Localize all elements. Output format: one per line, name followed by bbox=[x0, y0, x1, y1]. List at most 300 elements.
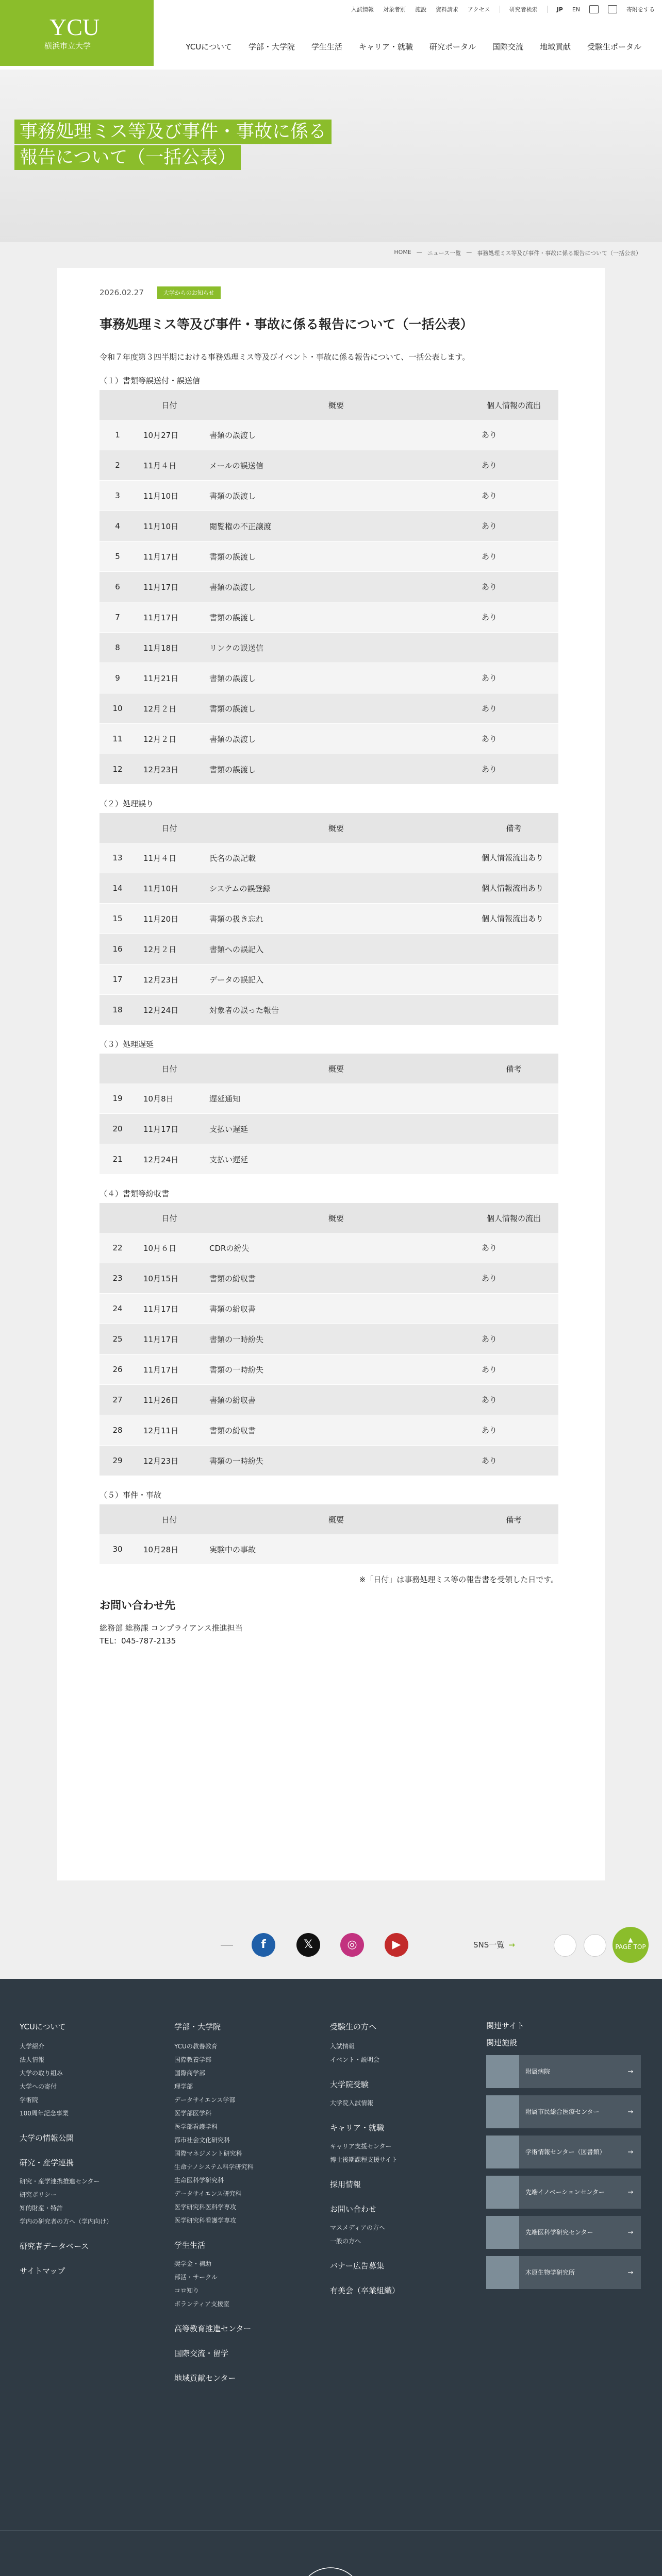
facility-thumbnail bbox=[486, 2176, 519, 2209]
table-row bbox=[100, 1415, 558, 1446]
table-cell: 個人情報流出あり bbox=[469, 843, 558, 873]
table-cell bbox=[469, 1114, 558, 1144]
table-cell: 対象者の誤った報告 bbox=[203, 995, 469, 1025]
table-cell: 11月17日 bbox=[136, 602, 203, 633]
footer-link[interactable]: 生命ナノシステム科学研究科 bbox=[174, 2163, 254, 2171]
table-cell: あり bbox=[469, 481, 558, 511]
table-cell: 書類の誤渡し bbox=[203, 481, 469, 511]
footer-link[interactable]: ボランティア支援室 bbox=[174, 2300, 230, 2308]
contact-block bbox=[100, 1597, 558, 1648]
related-site-link[interactable] bbox=[486, 2136, 641, 2168]
youtube-icon[interactable]: ▶ bbox=[385, 1933, 408, 1957]
arrow-right-icon: → bbox=[627, 2108, 634, 2116]
related-site-label: 木原生物学研究所 bbox=[525, 2269, 575, 2276]
footer-link[interactable]: 一般の方へ bbox=[330, 2238, 361, 2245]
table-cell: 11 bbox=[100, 724, 136, 754]
university-emblem-icon bbox=[296, 2565, 365, 2576]
footer-link[interactable]: 研究ポリシー bbox=[20, 2191, 57, 2198]
table-cell: 11月４日 bbox=[136, 843, 203, 873]
table-cell: 書類の誤渡し bbox=[203, 663, 469, 693]
table-cell: あり bbox=[469, 1233, 558, 1263]
utility-audience[interactable]: 対象者別 bbox=[383, 6, 406, 13]
table-cell: 11月21日 bbox=[136, 663, 203, 693]
table-header-cell: 日付 bbox=[136, 1504, 203, 1534]
footer-link[interactable]: 医学研究科看護学専攻 bbox=[174, 2217, 237, 2224]
table-cell: 書類の誤渡し bbox=[203, 602, 469, 633]
table-cell: 17 bbox=[100, 964, 136, 995]
table-cell: 11月４日 bbox=[136, 450, 203, 481]
table-cell: 氏名の誤記載 bbox=[203, 843, 469, 873]
logo-name: 横浜市立大学 bbox=[44, 41, 91, 50]
table-cell: 12月23日 bbox=[136, 754, 203, 785]
table-cell: あり bbox=[469, 1446, 558, 1476]
table-cell: 10月27日 bbox=[136, 420, 203, 450]
table-cell: 12 bbox=[100, 754, 136, 785]
table-cell: 30 bbox=[100, 1534, 136, 1565]
footer-link[interactable]: 部活・サークル bbox=[174, 2274, 218, 2281]
table-cell: あり bbox=[469, 420, 558, 450]
table-cell: 21 bbox=[100, 1144, 136, 1175]
table-header-cell: 概要 bbox=[203, 1504, 469, 1534]
footer-heading[interactable]: 学部・大学院 bbox=[174, 2022, 221, 2031]
table-cell: リンクの誤送信 bbox=[203, 633, 469, 663]
article-title: 事務処理ミス等及び事件・事故に係る報告について（一括公表） bbox=[100, 317, 473, 332]
category-tag[interactable]: 大学からのお知らせ bbox=[157, 286, 221, 299]
facility-thumbnail bbox=[486, 2216, 519, 2249]
table-cell bbox=[469, 1083, 558, 1114]
related-site-label: 附属市民総合医療センター bbox=[525, 2108, 600, 2115]
table-cell: 11月10日 bbox=[136, 873, 203, 904]
table-header-cell bbox=[100, 1504, 136, 1534]
table-cell: 11月17日 bbox=[136, 541, 203, 572]
footer-link[interactable]: 学術院 bbox=[20, 2096, 39, 2104]
table-row bbox=[100, 663, 558, 693]
facility-thumbnail bbox=[486, 2095, 519, 2128]
footer-link[interactable]: 理学部 bbox=[174, 2083, 193, 2090]
table-cell: 書類の紛収書 bbox=[203, 1415, 469, 1446]
related-site-label: 先端医科学研究センター bbox=[525, 2229, 593, 2236]
report-table bbox=[100, 1054, 558, 1175]
table-cell: 12月24日 bbox=[136, 1144, 203, 1175]
table-cell: 26 bbox=[100, 1354, 136, 1385]
report-table bbox=[100, 813, 558, 1025]
related-site-link[interactable] bbox=[486, 2055, 641, 2088]
utility-access[interactable]: アクセス bbox=[467, 6, 490, 13]
table-cell: 書類の誤渡し bbox=[203, 754, 469, 785]
footer-link[interactable]: データサイエンス研究科 bbox=[174, 2190, 242, 2197]
footer-link[interactable]: 国際商学部 bbox=[174, 2070, 206, 2077]
table-cell: 11月17日 bbox=[136, 1324, 203, 1354]
table-row bbox=[100, 1385, 558, 1415]
table-row bbox=[100, 541, 558, 572]
x-icon[interactable]: 𝕏 bbox=[296, 1933, 320, 1957]
table-cell: 書類の誤渡し bbox=[203, 420, 469, 450]
footer-subheading[interactable]: 採用情報 bbox=[330, 2180, 361, 2189]
footer-link[interactable]: 都市社会文化研究科 bbox=[174, 2137, 230, 2144]
breadcrumb-news[interactable]: ニュース一覧 bbox=[427, 250, 461, 257]
table-cell bbox=[469, 1144, 558, 1175]
section-heading: （１）書類等誤送付・誤送信 bbox=[100, 376, 201, 385]
table-header-row bbox=[100, 1504, 558, 1534]
footer-link[interactable]: 100周年記念事業 bbox=[20, 2110, 69, 2117]
site-logo[interactable] bbox=[0, 0, 154, 66]
page-hero bbox=[0, 70, 662, 257]
page-top-button[interactable]: ▲ PAGE TOP bbox=[613, 1927, 649, 1963]
table-cell: あり bbox=[469, 1263, 558, 1294]
table-cell: 23 bbox=[100, 1263, 136, 1294]
table-cell: あり bbox=[469, 1354, 558, 1385]
footer-link[interactable]: YCUの教養教育 bbox=[174, 2043, 218, 2050]
table-cell: 22 bbox=[100, 1233, 136, 1263]
table-row bbox=[100, 572, 558, 602]
utility-facilities[interactable]: 施設 bbox=[415, 6, 426, 13]
table-row bbox=[100, 1534, 558, 1565]
utility-brochure[interactable]: 資料請求 bbox=[435, 6, 458, 13]
table-cell: 18 bbox=[100, 995, 136, 1025]
table-cell: 書類の誤渡し bbox=[203, 541, 469, 572]
footer-subheading[interactable]: サイトマップ bbox=[20, 2266, 65, 2276]
table-cell: 8 bbox=[100, 633, 136, 663]
nav-faculties[interactable]: 学部・大学院 bbox=[248, 42, 295, 52]
table-cell: 11月26日 bbox=[136, 1385, 203, 1415]
table-cell: あり bbox=[469, 693, 558, 724]
table-cell: 遅延通知 bbox=[203, 1083, 469, 1114]
menu-icon[interactable] bbox=[608, 5, 617, 13]
contact-heading: お問い合わせ先 bbox=[100, 1599, 175, 1612]
table-row bbox=[100, 1233, 558, 1263]
table-header-cell: 日付 bbox=[136, 1203, 203, 1233]
table-row bbox=[100, 420, 558, 450]
table-cell: 12月23日 bbox=[136, 964, 203, 995]
nav-student-life[interactable]: 学生生活 bbox=[311, 42, 342, 52]
table-cell: 書類の誤渡し bbox=[203, 724, 469, 754]
table-cell: 4 bbox=[100, 511, 136, 541]
table-row bbox=[100, 511, 558, 541]
footer-link[interactable]: 国際教養学部 bbox=[174, 2056, 212, 2063]
table-cell: 10月６日 bbox=[136, 1233, 203, 1263]
divider bbox=[547, 6, 548, 13]
sns-list-link[interactable] bbox=[473, 1939, 515, 1950]
table-header-cell: 備考 bbox=[469, 1504, 558, 1534]
table-cell: 15 bbox=[100, 904, 136, 934]
table-cell: データの誤記入 bbox=[203, 964, 469, 995]
table-cell: 12月24日 bbox=[136, 995, 203, 1025]
table-cell: あり bbox=[469, 1324, 558, 1354]
table-header-cell bbox=[100, 1054, 136, 1083]
footer-col-faculties bbox=[174, 2020, 253, 2390]
footer-heading[interactable]: 受験生の方へ bbox=[330, 2022, 377, 2031]
table-cell: 27 bbox=[100, 1385, 136, 1415]
related-site-label: 附属病院 bbox=[525, 2068, 551, 2075]
table-header-row bbox=[100, 1203, 558, 1233]
nav-international[interactable]: 国際交流 bbox=[492, 42, 523, 52]
related-site-link[interactable] bbox=[486, 2216, 641, 2249]
table-cell: 書類の紛収書 bbox=[203, 1263, 469, 1294]
report-table bbox=[100, 1504, 558, 1565]
related-heading: 関連サイト bbox=[486, 2021, 524, 2030]
table-cell: 書類の紛収書 bbox=[203, 1294, 469, 1324]
table-header-cell: 備考 bbox=[469, 813, 558, 843]
table-cell: 16 bbox=[100, 934, 136, 964]
table-cell: 12月２日 bbox=[136, 724, 203, 754]
table-row bbox=[100, 843, 558, 873]
table-row bbox=[100, 1263, 558, 1294]
footer-link[interactable]: 法人情報 bbox=[20, 2056, 45, 2063]
hero-title-text: 事務処理ミス等及び事件・事故に係る報告について（一括公表） bbox=[14, 120, 332, 170]
footer-link[interactable]: 大学への寄付 bbox=[20, 2083, 57, 2090]
footer-subheading[interactable]: バナー広告募集 bbox=[330, 2261, 385, 2270]
footer-link[interactable]: 国際マネジメント研究科 bbox=[174, 2150, 242, 2157]
table-cell: 支払い遅延 bbox=[203, 1114, 469, 1144]
site-header bbox=[0, 0, 662, 70]
table-row bbox=[100, 1083, 558, 1114]
section-heading: （２）処理誤り bbox=[100, 799, 154, 808]
footer-subheading[interactable]: 大学院受験 bbox=[330, 2080, 369, 2089]
table-cell: あり bbox=[469, 1415, 558, 1446]
table-cell: 書類への誤記入 bbox=[203, 934, 469, 964]
table-header-cell bbox=[100, 813, 136, 843]
table-header-cell: 概要 bbox=[203, 1054, 469, 1083]
arrow-right-icon: → bbox=[627, 2228, 634, 2236]
mail-icon[interactable] bbox=[589, 5, 599, 13]
table-cell: 5 bbox=[100, 541, 136, 572]
mascot-icon[interactable] bbox=[554, 1934, 576, 1957]
footer-link[interactable]: キャリア支援センター bbox=[330, 2143, 392, 2150]
table-cell: あり bbox=[469, 602, 558, 633]
table-cell: 12月２日 bbox=[136, 693, 203, 724]
table-row bbox=[100, 873, 558, 904]
table-row bbox=[100, 995, 558, 1025]
table-row bbox=[100, 693, 558, 724]
footer-subheading[interactable]: 学生生活 bbox=[174, 2241, 206, 2250]
arrow-right-icon: → bbox=[508, 1940, 515, 1950]
related-site-label: 学術情報センター（図書館） bbox=[525, 2148, 606, 2156]
table-cell: 書類の一時紛失 bbox=[203, 1446, 469, 1476]
footer-subheading[interactable]: 研究・産学連携 bbox=[20, 2158, 74, 2167]
footer-link[interactable]: 医学部医学科 bbox=[174, 2110, 212, 2117]
table-cell: 実験中の事故 bbox=[203, 1534, 469, 1565]
utility-researcher-search[interactable]: 研究者検索 bbox=[509, 6, 538, 13]
table-header-cell: 日付 bbox=[136, 813, 203, 843]
table-cell: 6 bbox=[100, 572, 136, 602]
utility-admissions[interactable]: 入試情報 bbox=[351, 6, 374, 13]
table-cell: 1 bbox=[100, 420, 136, 450]
table-cell: 11月10日 bbox=[136, 511, 203, 541]
footer-subheading[interactable]: 大学の情報公開 bbox=[20, 2133, 74, 2143]
table-cell: 2 bbox=[100, 450, 136, 481]
table-cell: 11月18日 bbox=[136, 633, 203, 663]
table-row bbox=[100, 904, 558, 934]
table-cell: 書類の扱き忘れ bbox=[203, 904, 469, 934]
table-row bbox=[100, 1294, 558, 1324]
global-nav bbox=[186, 41, 641, 52]
table-header-cell: 個人情報の流出 bbox=[469, 1203, 558, 1233]
article-intro: 令和７年度第３四半期における事務処理ミス等及びイベント・事故に係る報告について、一括公表します。 bbox=[100, 352, 470, 362]
footer-link[interactable]: 入試情報 bbox=[330, 2043, 355, 2050]
table-cell: 9 bbox=[100, 663, 136, 693]
footer-link[interactable]: 大学院入試情報 bbox=[330, 2099, 374, 2107]
related-subheading: 関連施設 bbox=[486, 2038, 518, 2047]
breadcrumb-separator: — bbox=[416, 249, 422, 256]
table-cell: 10月8日 bbox=[136, 1083, 203, 1114]
footer-link[interactable]: イベント・説明会 bbox=[330, 2056, 380, 2063]
table-cell: 19 bbox=[100, 1083, 136, 1114]
related-site-link[interactable] bbox=[486, 2176, 641, 2209]
breadcrumb-home[interactable]: HOME bbox=[394, 249, 411, 256]
table-row bbox=[100, 1324, 558, 1354]
instagram-icon[interactable]: ◎ bbox=[340, 1933, 364, 1957]
table-cell: 閲覧権の不正譲渡 bbox=[203, 511, 469, 541]
table-row bbox=[100, 1446, 558, 1476]
footer-link[interactable]: コロ知り bbox=[174, 2287, 200, 2294]
footer-link[interactable]: データサイエンス学部 bbox=[174, 2096, 236, 2104]
table-cell: 25 bbox=[100, 1324, 136, 1354]
table-cell: 13 bbox=[100, 843, 136, 873]
table-header-cell bbox=[100, 390, 136, 420]
table-header-cell: 概要 bbox=[203, 1203, 469, 1233]
table-cell bbox=[469, 934, 558, 964]
table-cell: 書類の一時紛失 bbox=[203, 1324, 469, 1354]
table-cell: 書類の一時紛失 bbox=[203, 1354, 469, 1385]
badge-icon[interactable] bbox=[584, 1934, 606, 1957]
article-card bbox=[57, 268, 605, 1880]
table-row bbox=[100, 964, 558, 995]
lang-en[interactable]: EN bbox=[572, 6, 580, 13]
table-cell: 書類の誤渡し bbox=[203, 572, 469, 602]
table-cell: 11月17日 bbox=[136, 1294, 203, 1324]
divider bbox=[0, 2530, 662, 2531]
table-cell: あり bbox=[469, 572, 558, 602]
section-heading: （５）事件・事故 bbox=[100, 1490, 162, 1500]
table-header-cell: 備考 bbox=[469, 1054, 558, 1083]
table-cell: あり bbox=[469, 724, 558, 754]
breadcrumb-current: 事務処理ミス等及び事件・事故に係る報告について（一括公表） bbox=[477, 250, 641, 257]
table-row bbox=[100, 1144, 558, 1175]
breadcrumb-separator: — bbox=[466, 249, 472, 256]
table-cell: 書類の紛収書 bbox=[203, 1385, 469, 1415]
page-top-label: PAGE TOP bbox=[615, 1943, 646, 1951]
table-header-cell: 個人情報の流出 bbox=[469, 390, 558, 420]
nav-research[interactable]: 研究ポータル bbox=[429, 42, 476, 52]
table-row bbox=[100, 754, 558, 785]
footer-link[interactable]: 奨学金・補助 bbox=[174, 2260, 212, 2267]
table-cell bbox=[469, 995, 558, 1025]
nav-about[interactable]: YCUについて bbox=[186, 42, 232, 52]
table-header-cell: 日付 bbox=[136, 1054, 203, 1083]
nav-applicants[interactable]: 受験生ポータル bbox=[587, 42, 641, 52]
site-footer bbox=[0, 1979, 662, 2576]
table-cell: 12月２日 bbox=[136, 934, 203, 964]
table-cell: 12月11日 bbox=[136, 1415, 203, 1446]
footer-subheading[interactable]: お問い合わせ bbox=[330, 2205, 377, 2214]
table-cell bbox=[469, 633, 558, 663]
utility-donate[interactable]: 寄附をする bbox=[626, 6, 655, 13]
arrow-right-icon: → bbox=[627, 2148, 634, 2156]
table-cell: あり bbox=[469, 754, 558, 785]
footer-link[interactable]: 大学紹介 bbox=[20, 2043, 45, 2050]
footer-col-applicants bbox=[330, 2020, 400, 2302]
table-cell: 10月15日 bbox=[136, 1263, 203, 1294]
table-cell: 支払い遅延 bbox=[203, 1144, 469, 1175]
arrow-right-icon: → bbox=[627, 2268, 634, 2277]
report-table bbox=[100, 1203, 558, 1476]
footer-heading[interactable]: YCUについて bbox=[20, 2022, 66, 2031]
table-cell: 24 bbox=[100, 1294, 136, 1324]
facebook-icon[interactable]: f bbox=[252, 1933, 275, 1957]
related-site-link[interactable] bbox=[486, 2256, 641, 2289]
article-date: 2026.02.27 bbox=[100, 288, 144, 297]
footer-link[interactable]: 医学部看護学科 bbox=[174, 2123, 218, 2130]
arrow-right-icon: → bbox=[627, 2188, 634, 2196]
table-cell: CDRの紛失 bbox=[203, 1233, 469, 1263]
footer-link[interactable]: 研究・産学連携推進センター bbox=[20, 2178, 100, 2185]
footer-subheading[interactable]: 国際交流・留学 bbox=[174, 2349, 229, 2358]
table-header-cell: 概要 bbox=[203, 390, 469, 420]
breadcrumb bbox=[394, 249, 641, 257]
table-cell: あり bbox=[469, 1385, 558, 1415]
sns-bar bbox=[0, 1916, 662, 1979]
footer-link[interactable]: 知的財産・特許 bbox=[20, 2205, 63, 2212]
footer-subheading[interactable]: 高等教育推進センター bbox=[174, 2324, 252, 2333]
footer-subheading[interactable]: 研究者データベース bbox=[20, 2242, 89, 2251]
date-note: ※「日付」は事務処理ミス等の報告書を受領した日です。 bbox=[359, 1575, 558, 1584]
table-row bbox=[100, 934, 558, 964]
table-header-row bbox=[100, 390, 558, 420]
arrow-right-icon: → bbox=[627, 2067, 634, 2076]
table-cell: 個人情報流出あり bbox=[469, 904, 558, 934]
table-cell: 11月17日 bbox=[136, 1354, 203, 1385]
table-cell: 7 bbox=[100, 602, 136, 633]
related-site-label: 先端イノベーションセンター bbox=[525, 2189, 605, 2196]
footer-link[interactable]: 医学研究科医科学専攻 bbox=[174, 2204, 237, 2211]
table-cell bbox=[469, 1534, 558, 1565]
footer-subheading[interactable]: 有美会（卒業組織） bbox=[330, 2286, 400, 2295]
facility-thumbnail bbox=[486, 2055, 519, 2088]
table-cell: 20 bbox=[100, 1114, 136, 1144]
table-cell: メールの誤送信 bbox=[203, 450, 469, 481]
nav-community[interactable]: 地域貢献 bbox=[539, 42, 571, 52]
related-sites bbox=[486, 2020, 641, 2296]
facility-thumbnail bbox=[486, 2136, 519, 2168]
footer-link[interactable]: マスメディアの方へ bbox=[330, 2224, 386, 2231]
section-heading: （３）処理遅延 bbox=[100, 1040, 154, 1049]
table-cell: 29 bbox=[100, 1446, 136, 1476]
table-cell: 書類の誤渡し bbox=[203, 693, 469, 724]
report-table bbox=[100, 390, 558, 785]
table-header-row bbox=[100, 1054, 558, 1083]
footer-link[interactable]: 大学の取り組み bbox=[20, 2070, 63, 2077]
utility-nav bbox=[351, 5, 655, 13]
table-cell: 3 bbox=[100, 481, 136, 511]
nav-career[interactable]: キャリア・就職 bbox=[358, 42, 413, 52]
footer-link[interactable]: 学内の研究者の方へ（学内向け） bbox=[20, 2218, 113, 2225]
article-body bbox=[100, 375, 558, 1648]
lang-jp[interactable]: JP bbox=[556, 6, 563, 13]
table-row bbox=[100, 602, 558, 633]
table-cell: あり bbox=[469, 450, 558, 481]
footer-link[interactable]: 生命医科学研究科 bbox=[174, 2177, 224, 2184]
table-row bbox=[100, 1354, 558, 1385]
table-header-cell bbox=[100, 1203, 136, 1233]
related-site-link[interactable] bbox=[486, 2095, 641, 2128]
footer-subheading[interactable]: 地域貢献センター bbox=[174, 2374, 236, 2383]
table-cell bbox=[469, 1294, 558, 1324]
table-cell: 10月28日 bbox=[136, 1534, 203, 1565]
table-cell: 28 bbox=[100, 1415, 136, 1446]
sns-list-label: SNS一覧 bbox=[473, 1940, 505, 1950]
footer-subheading[interactable]: キャリア・就職 bbox=[330, 2123, 385, 2132]
footer-link[interactable]: 博士後期課程支援サイト bbox=[330, 2156, 398, 2163]
